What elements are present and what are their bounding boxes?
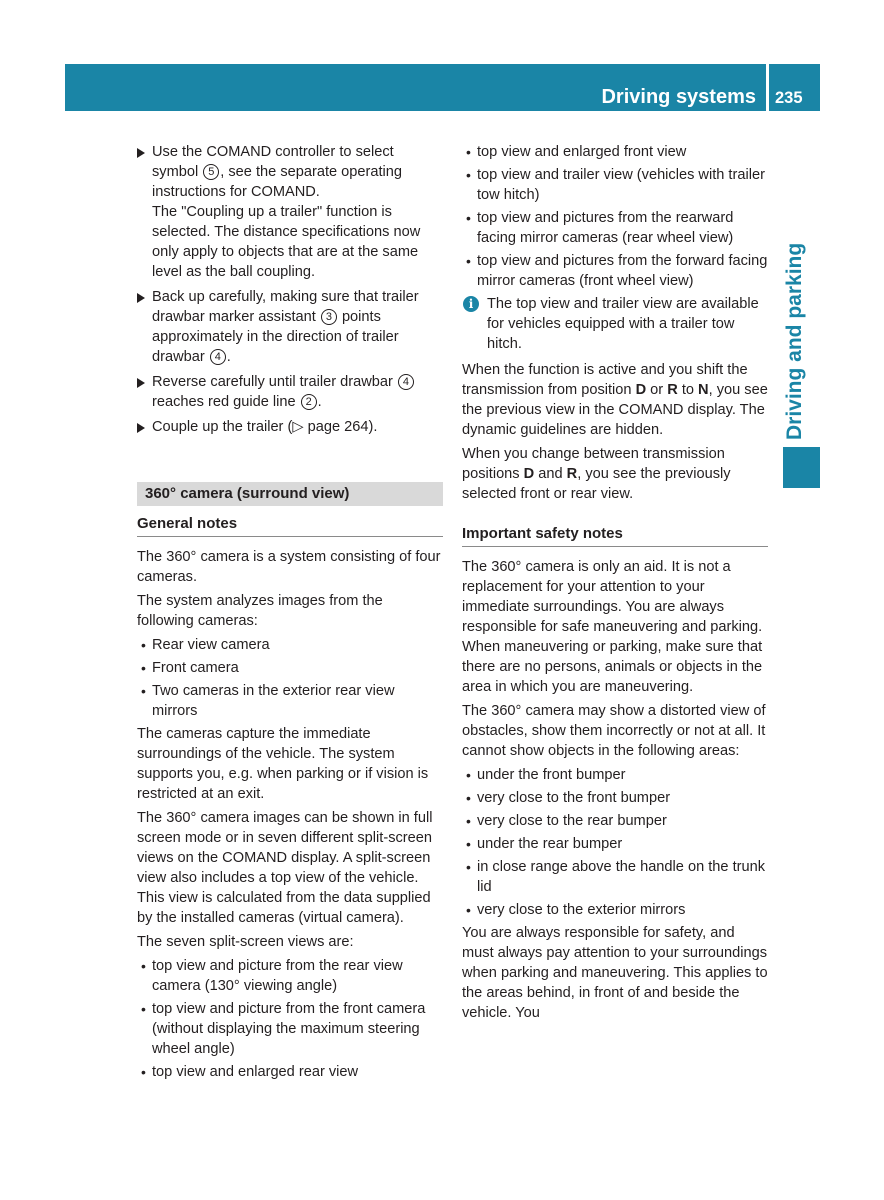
list-item: • under the rear bumper [466,836,623,852]
right-column [462,142,768,1027]
side-tab-label: Driving and parking [783,242,806,440]
circled-number-icon: 5 [203,164,219,180]
page-reference-arrow-icon: ▷ [292,419,304,435]
subheading-safety-notes: Important safety notes [462,524,768,547]
list-item: • top view and trailer view (vehicles with trailer tow hitch) [466,167,765,203]
views-list [137,956,443,1082]
list-item: • top view and picture from the rear view camera (130° viewing angle) [141,958,403,994]
section-title: 360° camera (surround view) [137,482,443,506]
step-arrow-icon [137,148,145,158]
header-divider [766,64,769,111]
list-item: • under the front bumper [466,767,626,783]
list-item: • Rear view camera [141,637,270,653]
list-item: • top view and pictures from the forward facing mirror cameras (front wheel view) [466,253,768,289]
info-icon: i [463,296,479,312]
circled-number-icon: 4 [398,374,414,390]
paragraph: The seven split-screen views are: [137,934,354,950]
page-number: 235 [775,89,803,107]
circled-number-icon: 2 [301,394,317,410]
list-item: • top view and picture from the front camera (without displaying the maximum steering wheel angle) [141,1001,426,1057]
paragraph: When the function is active and you shift the transmission from position D or R to N, you see the previous view in the COMAND display. The dynamic guidelines are hidden. [462,362,768,438]
list-item: • Front camera [141,660,239,676]
camera-list [137,635,443,721]
circled-number-icon: 4 [210,349,226,365]
list-item: • Two cameras in the exterior rear view mirrors [141,683,395,719]
areas-list [462,765,768,920]
instruction-step: Reverse carefully until trailer drawbar 4 reaches red guide line 2 . [137,372,443,412]
list-item: • top view and enlarged rear view [141,1064,359,1080]
step-arrow-icon [137,293,145,303]
circled-number-icon: 3 [321,309,337,325]
step-result-text: The "Coupling up a trailer" function is selected. The distance specifications now only apply to objects that are at the same level as the ball coupling. [152,204,421,280]
list-item: • top view and pictures from the rearward facing mirror cameras (rear wheel view) [466,210,734,246]
step-arrow-icon [137,378,145,388]
paragraph: The system analyzes images from the following cameras: [137,593,383,629]
header-title: Driving systems [601,86,756,108]
side-tab-marker [783,447,820,488]
paragraph: The 360° camera is a system consisting of four cameras. [137,549,441,585]
step-arrow-icon [137,423,145,433]
instruction-step: Couple up the trailer (▷ page 264). [137,417,443,437]
paragraph: You are always responsible for safety, and must always pay attention to your surroundings when parking and maneuvering. This applies to the areas behind, in front of and beside the vehicle. You [462,925,768,1021]
list-item: • very close to the rear bumper [466,813,667,829]
instruction-step: Use the COMAND controller to select symbol 5 , see the separate operating instructions for COMAND. The "Coupling up a trailer" function is selected. The distance specifications now only apply to objects that are at the same level as the ball coupling. [137,142,443,282]
list-item: • in close range above the handle on the trunk lid [466,859,766,895]
left-column [137,142,443,1085]
views-list-continued [462,142,768,291]
paragraph: The cameras capture the immediate surroundings of the vehicle. The system supports you, e.g. when parking or if vision is restricted at an exit. [137,726,429,802]
paragraph: The 360° camera is only an aid. It is not a replacement for your attention to your immediate surroundings. You are always responsible for safe maneuvering and parking. When maneuvering or parking, make sure that there are no persons, animals or objects in the area in which you are maneuvering. [462,559,763,695]
paragraph: When you change between transmission positions D and R, you see the previously selected front or rear view. [462,446,731,502]
paragraph: The 360° camera images can be shown in full screen mode or in seven different split-screen views on the COMAND display. A split-screen view also includes a top view of the vehicle. This view is calculated from the data supplied by the installed cameras (virtual camera). [137,810,433,926]
list-item: • very close to the exterior mirrors [466,902,686,918]
list-item: • top view and enlarged front view [466,144,687,160]
paragraph: The 360° camera may show a distorted view of obstacles, show them incorrectly or not at all. It cannot show objects in the following areas: [462,703,766,759]
info-note: i The top view and trailer view are available for vehicles equipped with a trailer tow hitch. [462,294,768,354]
instruction-step: Back up carefully, making sure that trailer drawbar marker assistant 3 points approximately in the direction of trailer drawbar 4 . [137,287,443,367]
subheading-general-notes: General notes [137,514,443,537]
list-item: • very close to the front bumper [466,790,671,806]
page-header [65,64,820,111]
